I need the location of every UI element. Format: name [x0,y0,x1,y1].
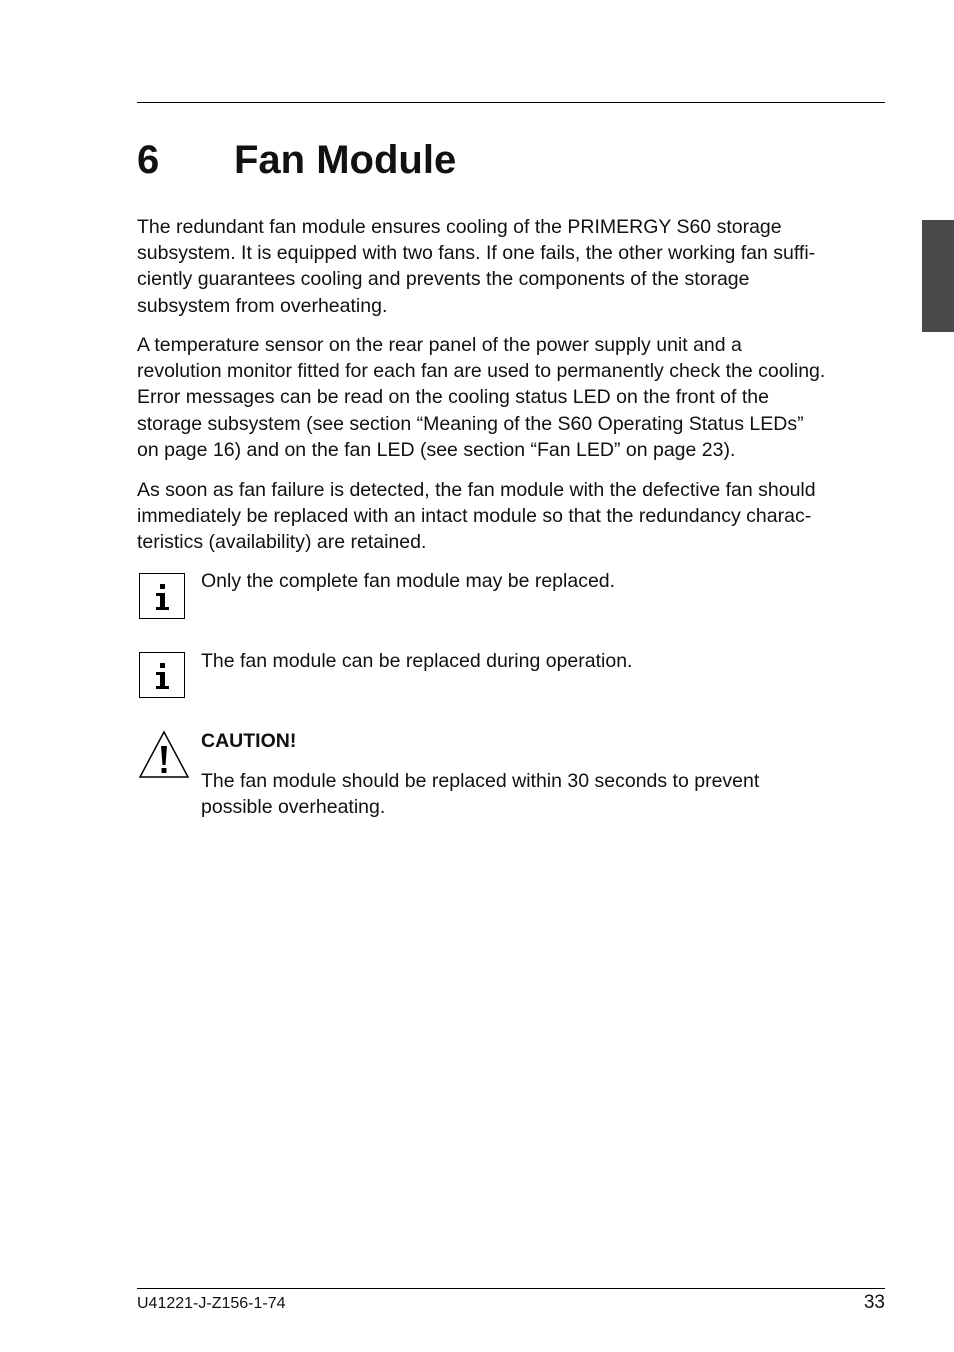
paragraph-failure [137,477,885,556]
paragraph-line: A temperature sensor on the rear panel of the power supply unit and a [137,334,742,356]
paragraph-intro [137,214,885,319]
footer-rule [137,1288,885,1289]
paragraph-line: ciently guarantees cooling and prevents the components of the storage [137,268,750,291]
caution-line: possible overheating. [201,796,386,818]
info-icon [139,652,185,698]
paragraph-line: subsystem. It is equipped with two fans. If one fails, the other working fan suffi- [137,242,816,265]
paragraph-line: As soon as fan failure is detected, the fan module with the defective fan should [137,479,816,501]
chapter-number: 6 [137,138,160,182]
paragraph-line: The redundant fan module ensures cooling of the PRIMERGY S60 storage [137,216,782,238]
paragraph-line: revolution monitor fitted for each fan are used to permanently check the cooling. [137,360,826,383]
caution-line: The fan module should be replaced within 30 seconds to prevent [201,770,760,792]
chapter-title: Fan Module [234,138,457,182]
chapter-heading [137,136,456,184]
paragraph-line: teristics (availability) are retained. [137,531,427,554]
note-text: The fan module can be replaced during operation. [201,650,633,672]
header-rule [137,102,885,103]
paragraph-line: subsystem from overheating. [137,294,388,317]
caution-text [201,768,759,820]
chapter-tab-marker [922,220,954,332]
paragraph-line: Error messages can be read on the cooling status LED on the front of the [137,386,769,409]
paragraph-line: storage subsystem (see section “Meaning of the S60 Operating Status LEDs” [137,412,804,435]
warning-triangle-icon [137,728,191,782]
document-id: U41221-J-Z156-1-74 [137,1295,286,1312]
info-icon [139,573,185,619]
note-text: Only the complete fan module may be replaced. [201,570,616,592]
caution-title: CAUTION! [201,730,297,752]
page-number: 33 [863,1292,885,1313]
paragraph-line: on page 16) and on the fan LED (see section “Fan LED” on page 23). [137,438,736,461]
paragraph-sensor [137,332,885,463]
paragraph-line: immediately be replaced with an intact module so that the redundancy charac- [137,505,812,528]
